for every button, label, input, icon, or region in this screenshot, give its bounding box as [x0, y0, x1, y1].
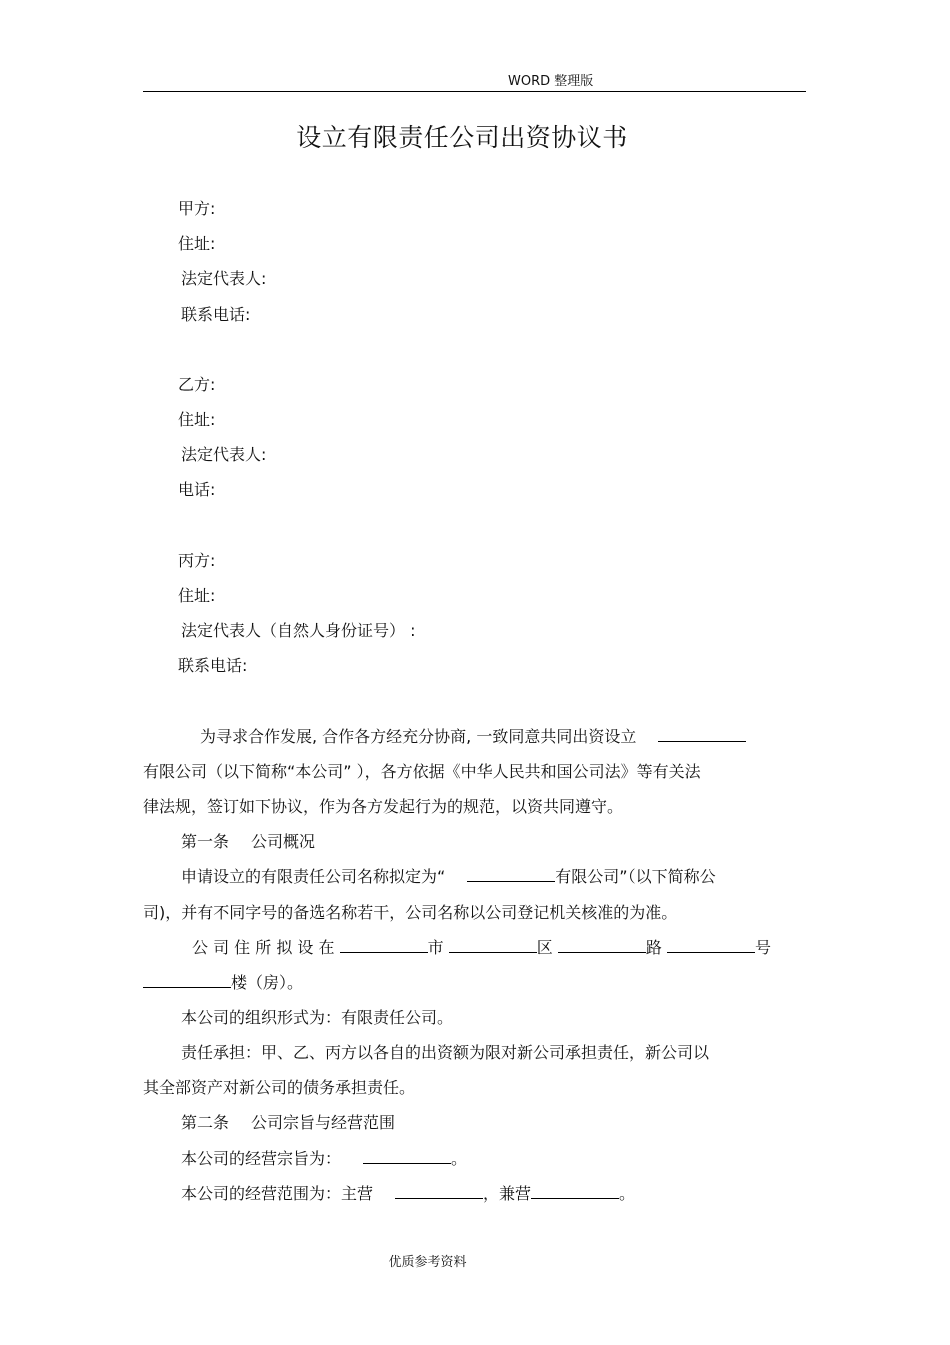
article-2-title: 公司宗旨与经营范围	[251, 1113, 396, 1132]
party-c-name-label: 丙方:	[178, 551, 216, 570]
purpose-label: 本公司的经营宗旨为：	[181, 1149, 342, 1168]
company-name-blank	[658, 727, 746, 742]
preamble-line-1-text: 为寻求合作发展, 合作各方经充分协商, 一致同意共同出资设立	[200, 727, 637, 746]
header-divider	[143, 91, 806, 92]
company-name-text-1: 申请设立的有限责任公司名称拟定为“	[181, 867, 446, 886]
party-b-phone-label: 电话:	[178, 480, 216, 499]
purpose-end: 。	[451, 1149, 468, 1168]
proposed-name-blank	[467, 867, 555, 882]
preamble-line-1	[200, 726, 746, 748]
company-name-text-2: 有限公司”（以下简称公	[555, 867, 716, 886]
main-business-blank	[395, 1184, 483, 1199]
document-title: 设立有限责任公司出资协议书	[296, 123, 628, 152]
article-2-heading	[181, 1112, 395, 1134]
page-footer: 优质参考资料	[388, 1255, 467, 1270]
party-a-name-label: 甲方:	[178, 199, 216, 218]
party-b-name-label: 乙方:	[178, 375, 216, 394]
article-1-heading	[181, 831, 315, 853]
liability-line-2: 其全部资产对新公司的债务承担责任。	[143, 1078, 416, 1097]
road-blank	[558, 938, 646, 953]
road-label: 路	[645, 938, 662, 957]
number-label: 号	[754, 938, 771, 957]
side-business-blank	[531, 1184, 619, 1199]
scope-mid: ，兼营	[483, 1184, 532, 1203]
party-b-rep-label: 法定代表人:	[181, 445, 267, 464]
purpose-blank	[363, 1149, 451, 1164]
address-line-2	[143, 972, 303, 994]
article-1-title: 公司概况	[251, 832, 316, 851]
floor-blank	[143, 973, 231, 988]
scope-line	[181, 1183, 635, 1205]
org-form-line: 本公司的组织形式为：有限责任公司。	[181, 1008, 454, 1027]
party-c-phone-label: 联系电话:	[178, 656, 248, 675]
address-line	[192, 937, 771, 959]
article-2-number: 第二条	[181, 1113, 230, 1132]
party-c-rep-label: 法定代表人（自然人身份证号） :	[181, 621, 416, 640]
party-a-rep-label: 法定代表人:	[181, 269, 267, 288]
preamble-line-2: 有限公司（以下简称“本公司” ），各方依据《中华人民共和国公司法》等有关法	[143, 762, 701, 781]
liability-line-1: 责任承担：甲、乙、丙方以各自的出资额为限对新公司承担责任，新公司以	[181, 1043, 710, 1062]
company-name-line	[181, 866, 716, 888]
address-prefix: 公 司 住 所 拟 设 在	[192, 938, 335, 957]
floor-label: 楼（房）。	[231, 973, 304, 992]
number-blank	[667, 938, 755, 953]
district-blank	[449, 938, 537, 953]
party-c-address-label: 住址:	[178, 586, 216, 605]
company-name-line-2: 司)，并有不同字号的备选名称若干，公司名称以公司登记机关核准的为准。	[143, 903, 678, 922]
district-label: 区	[536, 938, 553, 957]
scope-end: 。	[619, 1184, 636, 1203]
scope-label: 本公司的经营范围为：主营	[181, 1184, 374, 1203]
purpose-line	[181, 1148, 467, 1170]
article-1-number: 第一条	[181, 832, 230, 851]
party-b-address-label: 住址:	[178, 410, 216, 429]
party-a-address-label: 住址:	[178, 234, 216, 253]
city-label: 市	[427, 938, 444, 957]
party-a-phone-label: 联系电话:	[181, 305, 251, 324]
city-blank	[340, 938, 428, 953]
preamble-line-3: 律法规，签订如下协议，作为各方发起行为的规范，以资共同遵守。	[143, 797, 624, 816]
header-label: WORD 整理版	[508, 74, 594, 89]
